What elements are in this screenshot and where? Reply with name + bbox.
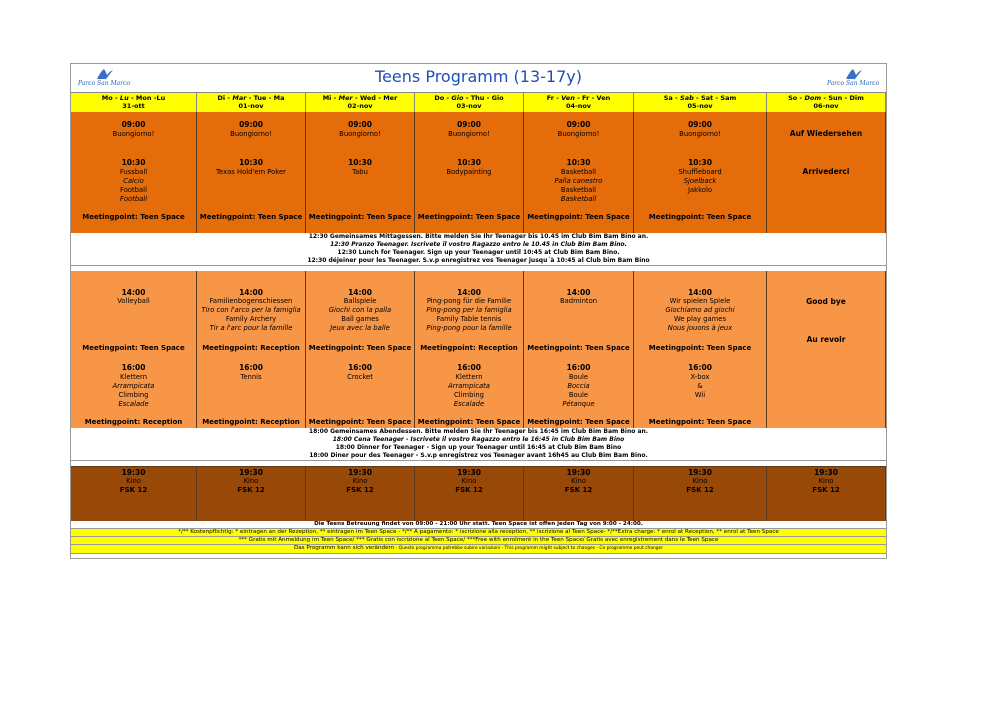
activity-1600-line: Tennis	[240, 373, 262, 381]
day-date: 01-nov	[238, 102, 264, 110]
activity-1400-line: Familienbogenschiessen	[209, 297, 293, 305]
day-name	[415, 94, 523, 102]
time-1400: 14:00	[348, 288, 372, 297]
afternoon-cell-0	[71, 271, 197, 428]
day-name-part: Fr	[546, 94, 554, 102]
time-1400: 14:00	[688, 288, 712, 297]
day-name-part: - Ven	[589, 94, 611, 102]
farewell-it: Arrivederci	[802, 167, 850, 176]
age-rating: FSK 12	[564, 486, 593, 494]
activity-1600	[524, 373, 633, 409]
activity-1400-line: Jeux avec la balle	[330, 324, 390, 332]
time-1600: 16:00	[239, 363, 263, 372]
time-0900: 09:00	[457, 120, 481, 129]
activity-1930: Kino	[692, 477, 708, 485]
farewell-fr: Au revoir	[806, 335, 846, 344]
lunch-note-en: 12:30 Lunch for Teenager. Sign up your Teenager until 10:45 at Club Bim Bam Bino.	[71, 249, 886, 258]
age-rating: FSK 12	[237, 486, 265, 494]
age-rating: FSK 12	[686, 486, 714, 494]
activity-1600-line: Arrampicata	[448, 382, 490, 390]
activity-1400-line: Ballspiele	[343, 297, 377, 305]
day-name-part: - Mer	[375, 94, 398, 102]
activity-1400-line: Volleyball	[117, 297, 150, 305]
morning-cell-2	[306, 112, 415, 233]
day-date: 03-nov	[456, 102, 482, 110]
activity-1930: Kino	[126, 477, 141, 485]
day-name-part: - Gio	[444, 94, 464, 102]
lunch-note-de: 12:30 Gemeinsames Mittagessen. Bitte melden Sie Ihr Teenager bis 10.45 im Club Bim Bam Bino an.	[71, 233, 886, 242]
activity-1600-line: Escalade	[118, 400, 149, 408]
logo-text: Parco San Marco	[77, 80, 131, 87]
meetingpoint: Meetingpoint: Teen Space	[82, 213, 185, 221]
activity-1030	[71, 168, 196, 204]
age-rating: FSK 12	[812, 486, 840, 494]
meetingpoint-1600: Meetingpoint: Teen Space	[527, 418, 630, 426]
activity-1400-line: Family Archery	[225, 315, 277, 323]
activity-1030-line: Football	[119, 195, 148, 203]
day-name-part: Sa	[663, 94, 673, 102]
day-header-4	[524, 93, 634, 112]
day-date: 02-nov	[347, 102, 373, 110]
day-name-part: Mi	[322, 94, 332, 102]
activity-1400-line: Wir spielen Spiele	[669, 297, 731, 305]
logo-bird-icon	[822, 67, 884, 81]
lunch-note-it: 12:30 Pranzo Teenager. Iscrivete il vostro Ragazzo entro le 10.45 in Club Bim Bam Bino.	[71, 241, 886, 250]
time-1930: 19:30	[348, 468, 372, 477]
activity-1600	[71, 373, 196, 409]
meetingpoint: Meetingpoint: Teen Space	[199, 213, 303, 221]
evening-cell-4	[524, 466, 634, 521]
day-name-part: So	[788, 94, 798, 102]
time-1600: 16:00	[348, 363, 372, 372]
activity-0900	[524, 130, 633, 139]
afternoon-block	[71, 271, 886, 428]
time-1030: 10:30	[566, 158, 591, 167]
activity-1600-line: Boule	[568, 391, 589, 399]
header	[71, 64, 886, 92]
activity-0900	[415, 130, 523, 139]
time-1600: 16:00	[121, 363, 146, 372]
activity-1030-line: Tabu	[352, 168, 368, 176]
activity-1930: Kino	[352, 477, 368, 485]
day-date: 05-nov	[687, 102, 713, 110]
day-name-part: - Sun	[821, 94, 843, 102]
time-1600: 16:00	[688, 363, 712, 372]
day-date: 04-nov	[565, 102, 592, 110]
time-1400: 14:00	[457, 288, 481, 297]
activity-1030	[306, 168, 414, 177]
day-header-5	[634, 93, 767, 112]
morning-cell-0	[71, 112, 197, 233]
afternoon-cell-4	[524, 271, 634, 428]
day-date: 06-nov	[813, 102, 839, 110]
activity-1600-line: Climbing	[118, 391, 149, 399]
time-1930: 19:30	[457, 468, 481, 477]
activity-1030-line: Shuffleboard	[678, 168, 722, 176]
activity-1400-line: Family Table tennis	[436, 315, 502, 323]
activity-0900	[306, 130, 414, 139]
activity-1030-line: Bodypainting	[446, 168, 492, 176]
day-name-part: - Ven	[554, 94, 575, 102]
day-name-part: - Thu	[463, 94, 485, 102]
activity-1400-line: Badminton	[559, 297, 598, 305]
footer-fees: */** Kostenpflichtig: * eintragen an der Rezeption, ** eintragen im Teen Space - */** A pagamento: * iscrizione alla reception, ** iscrizione al Teen Space- */**Extra charge: * enrol at Reception, ** enrol at Teen Space	[71, 529, 886, 537]
time-1400: 14:00	[566, 288, 591, 297]
day-header-2	[306, 93, 415, 112]
time-0900: 09:00	[121, 120, 146, 129]
activity-1400-line: Ball games	[341, 315, 379, 323]
activity-1400	[306, 297, 414, 333]
evening-block	[71, 466, 886, 521]
activity-0900-line: Buongiorno!	[557, 130, 600, 138]
morning-cell-4	[524, 112, 634, 233]
activity-0900-line: Buongiorno!	[679, 130, 721, 138]
age-rating: FSK 12	[455, 486, 483, 494]
morning-cell-1	[197, 112, 306, 233]
activity-1400-line: Tiro con l'arco per la famiglia	[201, 306, 301, 314]
day-name-part: - Mer	[331, 94, 353, 102]
day-name-part: Mo	[101, 94, 113, 102]
time-0900: 09:00	[348, 120, 372, 129]
activity-1030-line: Football	[120, 186, 147, 194]
time-1030: 10:30	[457, 158, 481, 167]
activity-1600	[197, 373, 305, 382]
activity-1600-line: Climbing	[454, 391, 484, 399]
activity-1400-line: Ping-pong pour la famille	[426, 324, 512, 332]
day-date: 31-ott	[122, 102, 145, 110]
morning-cell-6	[767, 112, 886, 233]
time-1930: 19:30	[239, 468, 263, 477]
day-name-part: - Gio	[484, 94, 504, 102]
activity-1030-line: Basketball	[560, 168, 597, 176]
meetingpoint-1400: Meetingpoint: Teen Space	[648, 344, 752, 352]
time-1030: 10:30	[688, 158, 712, 167]
day-name	[767, 94, 885, 102]
afternoon-cell-5	[634, 271, 767, 428]
activity-1030	[634, 168, 766, 195]
activity-1030-line: Calcio	[123, 177, 144, 185]
activity-0900	[634, 130, 766, 139]
time-1930: 19:30	[121, 468, 146, 477]
activity-1030-line: Sjoelback	[683, 177, 717, 185]
activity-0900	[71, 130, 196, 139]
day-name-part: - Dom	[797, 94, 822, 102]
day-name-part: - Dim	[842, 94, 864, 102]
afternoon-cell-2	[306, 271, 415, 428]
meetingpoint: Meetingpoint: Teen Space	[417, 213, 521, 221]
age-rating: FSK 12	[346, 486, 374, 494]
morning-cell-5	[634, 112, 767, 233]
activity-1600-line: Klettern	[119, 373, 148, 381]
time-1930: 19:30	[814, 468, 838, 477]
age-rating: FSK 12	[119, 486, 148, 494]
time-1930: 19:30	[688, 468, 712, 477]
time-0900: 09:00	[566, 120, 591, 129]
day-name-part: - Sat	[693, 94, 714, 102]
day-name-part: Di	[217, 94, 226, 102]
activity-1400	[415, 297, 523, 333]
day-name-part: Do	[434, 94, 445, 102]
time-1600: 16:00	[457, 363, 481, 372]
meetingpoint: Meetingpoint: Teen Space	[527, 213, 630, 221]
lunch-note-fr: 12:30 déjeiner pour les Teenager. S.v.p enregistrez vos Teenager jusqu´à 10:45 al Club bim Bam Bino	[71, 257, 886, 266]
meetingpoint-1600: Meetingpoint: Reception	[202, 418, 300, 426]
activity-1930: Kino	[818, 477, 834, 485]
evening-cell-6	[767, 466, 886, 521]
dinner-note-fr: 18:00 Diner pour des Teenager - S.v.p enregistrez vos Teenager avant 16h45 au Club Bim Bam Bino.	[71, 452, 886, 461]
day-header-0	[71, 93, 197, 112]
activity-1400	[197, 297, 305, 333]
farewell-de: Auf Wiedersehen	[789, 129, 863, 138]
meetingpoint-1400: Meetingpoint: Reception	[420, 344, 518, 352]
activity-1600	[415, 373, 523, 409]
activity-1400-line: Giochiamo ad giochi	[665, 306, 735, 314]
activity-1030-line: Palla canestro	[554, 177, 603, 185]
activity-1030-line: Basketball	[560, 186, 597, 194]
activity-1600-line: Crocket	[347, 373, 373, 381]
meetingpoint-1400: Meetingpoint: Teen Space	[82, 344, 185, 352]
activity-1600-line: Arrampicata	[112, 382, 155, 390]
meetingpoint-1400: Meetingpoint: Teen Space	[527, 344, 630, 352]
day-name	[197, 94, 305, 102]
activity-1400-line: Tir a l'arc pour la famille	[209, 324, 293, 332]
activity-1600-line: Boule	[568, 373, 589, 381]
dinner-note-it: 18:00 Cena Teenager - Iscrivete il vostro Ragazzo entro le 16:45 in Club Bim Bam Bino	[71, 436, 886, 445]
activity-1030-line: Jakkolo	[687, 186, 712, 194]
time-0900: 09:00	[688, 120, 712, 129]
activity-1600-line: Escalade	[453, 400, 485, 408]
evening-cell-5	[634, 466, 767, 521]
day-name	[524, 94, 633, 102]
program-sheet	[70, 63, 887, 559]
meetingpoint-1400: Meetingpoint: Reception	[202, 344, 300, 352]
time-1400: 14:00	[121, 288, 146, 297]
page-title: Teens Programm (13-17y)	[375, 67, 582, 86]
meetingpoint-1600: Meetingpoint: Teen Space	[417, 418, 521, 426]
morning-cell-3	[415, 112, 524, 233]
footer-changes-other: - Questo programma potrebbe subire variazioni - This programm might subject to changes - Ce programme peut changer	[394, 546, 664, 551]
activity-1600-line: Boccia	[567, 382, 590, 390]
activity-1400-line: Ping-pong per la famiglia	[426, 306, 512, 314]
day-name	[306, 94, 414, 102]
day-name-part: - Fr	[574, 94, 590, 102]
evening-cell-0	[71, 466, 197, 521]
activity-1400-line: We play games	[673, 315, 727, 323]
activity-1930: Kino	[243, 477, 259, 485]
afternoon-cell-3	[415, 271, 524, 428]
time-1600: 16:00	[566, 363, 591, 372]
activity-1030-line: Fussball	[119, 168, 148, 176]
day-name-part: - Sam	[713, 94, 737, 102]
time-1030: 10:30	[348, 158, 372, 167]
activity-0900-line: Buongiorno!	[448, 130, 490, 138]
meetingpoint-1600: Meetingpoint: Teen Space	[308, 418, 412, 426]
footer-hours: Die Teens Betreuung findet von 09:00 - 21:00 Uhr statt. Teen Space ist offen jeden Tag von 9:00 - 24:00.	[71, 521, 886, 529]
day-name	[634, 94, 766, 102]
time-1930: 19:30	[566, 468, 591, 477]
activity-1600	[306, 373, 414, 382]
evening-cell-1	[197, 466, 306, 521]
meetingpoint-1600: Meetingpoint: Reception	[84, 418, 183, 426]
time-1030: 10:30	[239, 158, 263, 167]
day-header-row	[71, 92, 886, 113]
morning-block	[71, 112, 886, 233]
activity-1030	[524, 168, 633, 204]
activity-1930: Kino	[461, 477, 477, 485]
day-name	[71, 94, 196, 102]
day-header-6	[767, 93, 886, 112]
day-name-part: - Mar	[225, 94, 247, 102]
time-0900: 09:00	[239, 120, 263, 129]
dinner-note-de: 18:00 Gemeinsames Abendessen. Bitte melden Sie Ihr Teenager bis 16:45 im Club Bim Bam Bino an.	[71, 428, 886, 437]
evening-cell-3	[415, 466, 524, 521]
meetingpoint: Meetingpoint: Teen Space	[308, 213, 412, 221]
activity-1600-line: Pétanque	[562, 400, 595, 408]
activity-1030	[415, 168, 523, 177]
activity-1400-line: Nous jouons à jeux	[667, 324, 733, 332]
day-name-part: - Sab	[672, 94, 694, 102]
activity-1930: Kino	[571, 477, 586, 485]
evening-cell-2	[306, 466, 415, 521]
activity-0900-line: Buongiorno!	[112, 130, 155, 138]
afternoon-cell-1	[197, 271, 306, 428]
activity-1400-line: Giochi con la palla	[328, 306, 392, 314]
footer-changes-de: Das Programm kann sich verändern	[293, 545, 395, 551]
meetingpoint-1400: Meetingpoint: Teen Space	[308, 344, 412, 352]
dinner-note-en: 18:00 Dinner for Teenager - Sign up your Teenager until 16:45 at Club Bim Bam Bino	[71, 444, 886, 453]
logo-text: Parco San Marco	[826, 80, 880, 87]
day-name-part: - Tue	[246, 94, 267, 102]
activity-0900-line: Buongiorno!	[230, 130, 272, 138]
activity-1400	[634, 297, 766, 333]
day-name-part: - Wed	[352, 94, 376, 102]
activity-1400	[524, 297, 633, 306]
time-1030: 10:30	[121, 158, 146, 167]
time-1400: 14:00	[239, 288, 263, 297]
day-header-1	[197, 93, 306, 112]
activity-1030	[197, 168, 305, 177]
activity-0900	[197, 130, 305, 139]
activity-0900-line: Buongiorno!	[339, 130, 381, 138]
day-name-part: - Ma	[266, 94, 285, 102]
activity-1600-line: Wii	[694, 391, 706, 399]
footer-free: *** Gratis mit Anmeldung im Teen Space/ *** Gratis con iscrizione al Teen Space/ ***Free with enrolment in the Teen Space/ Gratis avec enregistrement dans le Teen Space	[71, 537, 886, 545]
footer-changes	[71, 545, 886, 554]
activity-1400-line: Ping-pong für die Familie	[426, 297, 512, 305]
activity-1600	[634, 373, 766, 400]
day-name-part: - Mon -Lu	[128, 94, 166, 102]
meetingpoint-1600: Meetingpoint: Teen Space	[648, 418, 752, 426]
activity-1600-line: X-box	[690, 373, 710, 381]
day-header-3	[415, 93, 524, 112]
activity-1600-line: Klettern	[455, 373, 483, 381]
farewell-en: Good bye	[806, 297, 846, 306]
logo-right	[822, 67, 884, 91]
meetingpoint: Meetingpoint: Teen Space	[648, 213, 752, 221]
afternoon-cell-6	[767, 271, 886, 428]
day-name-part: - Lu	[112, 94, 129, 102]
activity-1400	[71, 297, 196, 306]
activity-1030-line: Texas Hold'em Poker	[216, 168, 286, 176]
activity-1030-line: Basketball	[560, 195, 597, 203]
activity-1600-line: &	[697, 382, 703, 390]
